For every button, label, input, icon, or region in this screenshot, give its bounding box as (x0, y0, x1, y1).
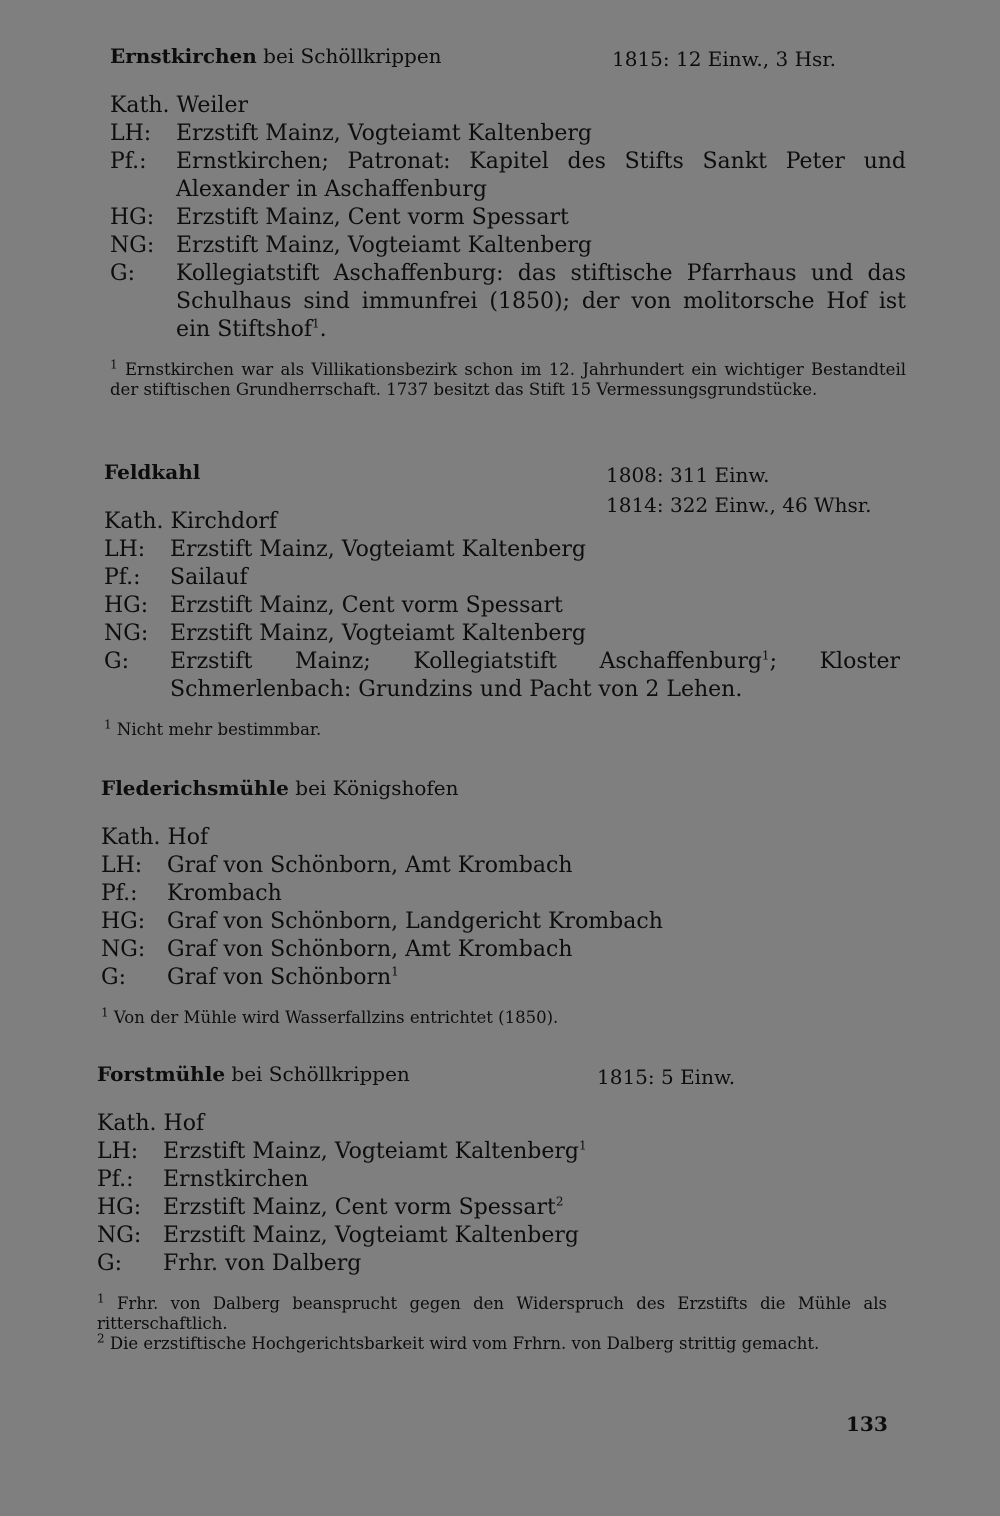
row-g (104, 648, 900, 704)
footnote (110, 357, 906, 400)
row-key: Pf.: (101, 881, 138, 906)
row-value-text: Graf von Schönborn (167, 965, 392, 990)
entry-details (104, 508, 900, 704)
entry-forstmuehle (97, 1062, 887, 1354)
footnote-text: Ernstkirchen war als Villikationsbezirk schon im 12. Jahrhundert ein wichtiger Bestandteil der stiftischen Grundherrschaft. 1737 besitzt das Stift 15 Vermessungsgrundstücke. (110, 360, 906, 399)
page-number: 133 (846, 1412, 888, 1436)
row-g (97, 1250, 887, 1278)
row-ng (101, 936, 897, 964)
footnote-ref: 1 (312, 316, 320, 331)
row-key: Pf.: (97, 1167, 134, 1192)
row-hg (97, 1194, 887, 1222)
row-value (163, 1194, 887, 1222)
population-line: 1815: 12 Einw., 3 Hsr. (612, 47, 837, 71)
row-hg (101, 908, 897, 936)
row-key: G: (104, 649, 129, 674)
row-key: LH: (101, 853, 143, 878)
place-name: Feldkahl (104, 460, 201, 484)
footnote-ref: 1 (391, 964, 399, 979)
row-value: Erzstift Mainz, Vogteiamt Kaltenberg (170, 621, 586, 646)
footnotes (97, 1291, 887, 1354)
row-key: Pf.: (110, 149, 147, 174)
row-value: Sailauf (170, 565, 248, 590)
entry-ernstkirchen (110, 44, 906, 400)
row-value: Erzstift Mainz, Vogteiamt Kaltenberg (170, 537, 586, 562)
row-key: HG: (101, 909, 146, 934)
row-value: Frhr. von Dalberg (163, 1251, 362, 1276)
row-value-text: Erzstift Mainz, Cent vorm Spessart (163, 1195, 556, 1220)
row-value-tail: ; Kloster Schmerlenbach: Grundzins und Pacht von 2 Lehen. (170, 649, 900, 702)
footnotes (101, 1005, 897, 1028)
settlement-type: Kath. Weiler (110, 93, 248, 118)
footnote (97, 1291, 887, 1334)
footnote-ref: 1 (578, 1138, 587, 1153)
row-value-text: Erzstift Mainz, Vogteiamt Kaltenberg (163, 1139, 579, 1164)
entry-details (97, 1110, 887, 1278)
settlement-type: Kath. Kirchdorf (104, 509, 278, 534)
row-value: Erzstift Mainz, Vogteiamt Kaltenberg (176, 121, 592, 146)
row-ng (110, 232, 906, 260)
entry-flederichsmuehle (101, 776, 897, 1028)
population-line: 1808: 311 Einw. (606, 463, 770, 487)
row-value-text: Kollegiatstift Aschaffenburg: das stiftische Pfarrhaus und das Schulhaus sind immunfrei (1850); der von molitorsche Hof ist ein Stiftshof (176, 261, 906, 342)
row-key: HG: (110, 205, 155, 230)
row-value: Graf von Schönborn, Amt Krombach (167, 853, 573, 878)
entry-feldkahl (104, 460, 900, 740)
row-g (101, 964, 897, 992)
row-value: Ernstkirchen (163, 1167, 309, 1192)
footnote-number: 1 (97, 1291, 105, 1306)
row-value: Krombach (167, 881, 282, 906)
row-value: Graf von Schönborn, Amt Krombach (167, 937, 573, 962)
population-info (597, 1062, 735, 1092)
row-key: NG: (97, 1223, 142, 1248)
footnote-ref: 1 (761, 648, 770, 663)
place-suffix: bei Königshofen (295, 776, 459, 800)
place-name: Ernstkirchen (110, 44, 257, 68)
footnote (104, 717, 900, 740)
row-hg (104, 592, 900, 620)
row-key: G: (110, 261, 135, 286)
row-value: Erzstift Mainz, Cent vorm Spessart (176, 205, 569, 230)
row-lh (97, 1138, 887, 1166)
settlement-type: Kath. Hof (101, 825, 209, 850)
footnotes (104, 717, 900, 740)
place-suffix: bei Schöllkrippen (263, 44, 442, 68)
footnote-text: Frhr. von Dalberg beansprucht gegen den Widerspruch des Erzstifts die Mühle als ritterschaftlich. (97, 1294, 887, 1333)
entry-heading (101, 776, 897, 810)
row-value: Graf von Schönborn, Landgericht Krombach (167, 909, 663, 934)
row-key: NG: (104, 621, 149, 646)
row-key: HG: (97, 1195, 142, 1220)
row-value: Ernstkirchen; Patronat: Kapitel des Stifts Sankt Peter und Alexander in Aschaffenburg (176, 149, 906, 202)
row-lh (101, 852, 897, 880)
footnote-number: 2 (97, 1331, 105, 1346)
row-value: Erzstift Mainz, Cent vorm Spessart (170, 593, 563, 618)
footnote (97, 1331, 887, 1354)
row-key: LH: (110, 121, 152, 146)
row-g (110, 260, 906, 344)
row-value: Erzstift Mainz, Vogteiamt Kaltenberg (176, 233, 592, 258)
footnote-text: Die erzstiftische Hochgerichtsbarkeit wird vom Frhrn. von Dalberg strittig gemacht. (109, 1334, 820, 1353)
entry-details (110, 92, 906, 344)
row-value (170, 648, 900, 704)
row-key: LH: (104, 537, 146, 562)
footnote-number: 1 (104, 717, 112, 732)
row-pf (97, 1166, 887, 1194)
entry-details (101, 824, 897, 992)
row-pf (110, 148, 906, 204)
row-lh (110, 120, 906, 148)
row-ng (104, 620, 900, 648)
row-lh (104, 536, 900, 564)
row-key: G: (97, 1251, 122, 1276)
entry-heading (110, 44, 906, 78)
population-info (612, 44, 836, 74)
footnote-ref: 2 (555, 1194, 564, 1209)
row-value-text: Erzstift Mainz; Kollegiatstift Aschaffenburg (170, 649, 762, 674)
row-value (163, 1138, 887, 1166)
place-suffix: bei Schöllkrippen (231, 1062, 410, 1086)
row-key: NG: (110, 233, 155, 258)
footnote-number: 1 (110, 357, 118, 372)
settlement-type: Kath. Hof (97, 1111, 205, 1136)
entry-heading (97, 1062, 887, 1096)
population-line: 1815: 5 Einw. (597, 1065, 736, 1089)
row-value (176, 260, 906, 344)
row-key: NG: (101, 937, 146, 962)
row-key: G: (101, 965, 126, 990)
row-value-tail: . (319, 317, 327, 342)
row-value (167, 964, 897, 992)
footnote-text: Von der Mühle wird Wasserfallzins entrichtet (1850). (113, 1008, 559, 1027)
row-ng (97, 1222, 887, 1250)
row-value: Erzstift Mainz, Vogteiamt Kaltenberg (163, 1223, 579, 1248)
row-pf (104, 564, 900, 592)
place-name: Flederichsmühle (101, 776, 289, 800)
row-key: LH: (97, 1139, 139, 1164)
footnote (101, 1005, 897, 1028)
row-key: HG: (104, 593, 149, 618)
footnote-number: 1 (101, 1005, 109, 1020)
place-name: Forstmühle (97, 1062, 226, 1086)
row-hg (110, 204, 906, 232)
population-info (606, 460, 871, 520)
footnote-text: Nicht mehr bestimmbar. (116, 720, 322, 739)
footnotes (110, 357, 906, 400)
row-pf (101, 880, 897, 908)
population-line: 1814: 322 Einw., 46 Whsr. (606, 493, 872, 517)
entry-heading (104, 460, 900, 517)
row-key: Pf.: (104, 565, 141, 590)
